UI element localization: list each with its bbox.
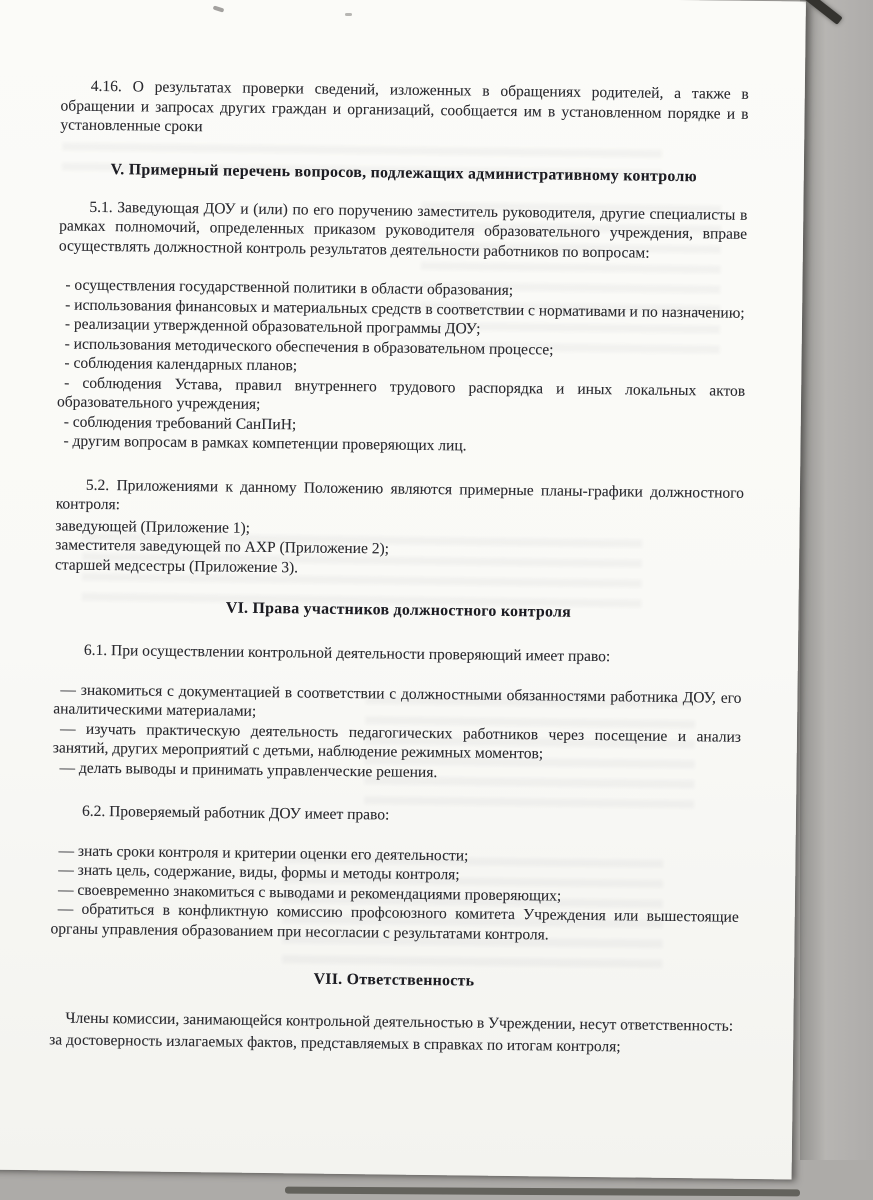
list-item: заведующей (Приложение 1); [55, 516, 251, 537]
list-item: — знакомиться с документацией в соответствии с должностными обязанностями работника ДОУ, его аналитическими материалами; [53, 680, 742, 720]
section-vii-heading: VII. Ответственность [313, 970, 475, 990]
list-item: - соблюдения календарных планов; [64, 354, 298, 375]
scan-speck [345, 13, 352, 16]
control-topics-list [56, 275, 746, 459]
list-item: — знать цель, содержание, виды, формы и методы контроля; [58, 861, 460, 884]
list-item: - реализации утвержденной образовательной программы ДОУ; [64, 315, 481, 338]
paragraph-accuracy: за достоверность излагаемых фактов, представляемых в справках по итогам контроля; [49, 1030, 621, 1055]
list-item: старшей медсестры (Приложение 3). [54, 555, 299, 576]
list-item: - использования финансовых и материальных средств в соответствии с нормативами и по назначению; [65, 296, 745, 322]
paragraph-5-1: 5.1. Заведующая ДОУ и (или) по его поручению заместитель руководителя, другие специалисты в рамках полномочий, определенных приказом руководителя образовательного учреждения, вправе осуществлять должностной контроль результатов деятельности работников по вопросам: [58, 198, 748, 262]
paragraph-6-2: 6.2. Проверяемый работник ДОУ имеет право: [81, 802, 390, 824]
appendices-list [55, 516, 744, 583]
list-item: - соблюдения требований СанПиН; [63, 413, 297, 433]
list-item: - другим вопросам в рамках компетенции проверяющих лиц. [63, 432, 467, 455]
list-item: - использования методического обеспечения в образовательном процессе; [64, 335, 554, 358]
paragraph-members: Члены комиссии, занимающейся контрольной деятельностью в Учреждении, несут ответственность: [65, 1009, 734, 1035]
scanner-background-right [800, 0, 873, 1200]
paragraph-6-1: 6.1. При осуществлении контрольной деятельности проверяющий имеет право: [83, 641, 611, 666]
inspector-rights-list [52, 680, 741, 786]
list-item: — знать сроки контроля и критерии оценки его деятельности; [58, 841, 469, 864]
paragraph-4-16: 4.16. О результатах проверки сведений, изложенных в обращениях родителей, а также в обращении и запросах других граждан и организаций, сообщается им в установленном порядке и в установленные сроки [60, 77, 749, 136]
list-item: — изучать практическую деятельность педагогических работников через посещение и анализ занятий, других мероприятий с детьми, наблюдение режимных моментов; [52, 719, 742, 763]
section-v-heading: V. Примерный перечень вопросов, подлежащих административному контролю [110, 160, 698, 185]
document-content [49, 76, 749, 1057]
list-item: — делать выводы и принимать управленческие решения. [59, 758, 438, 781]
list-item: заместителя заведующей по АХР (Приложение 2); [55, 536, 390, 558]
list-item: - соблюдения Устава, правил внутреннего трудового распорядка и иных локальных актов образовательного учреждения; [56, 374, 746, 413]
paragraph-5-2: 5.2. Приложениями к данному Положению являются примерные планы-графики должностного контроля: [55, 476, 745, 514]
employee-rights-list [50, 841, 739, 947]
list-item: - осуществления государственной политики в области образования; [65, 276, 514, 299]
list-item: — обратиться в конфликтную комиссию профсоюзного комитета Учреждения или вышестоящие органы управления образованием при несогласии с результатами контроля. [50, 900, 739, 943]
section-vi-heading: VI. Права участников должностного контроля [225, 599, 572, 621]
list-item: — своевременно знакомиться с выводами и рекомендациями проверяющих; [57, 880, 562, 905]
